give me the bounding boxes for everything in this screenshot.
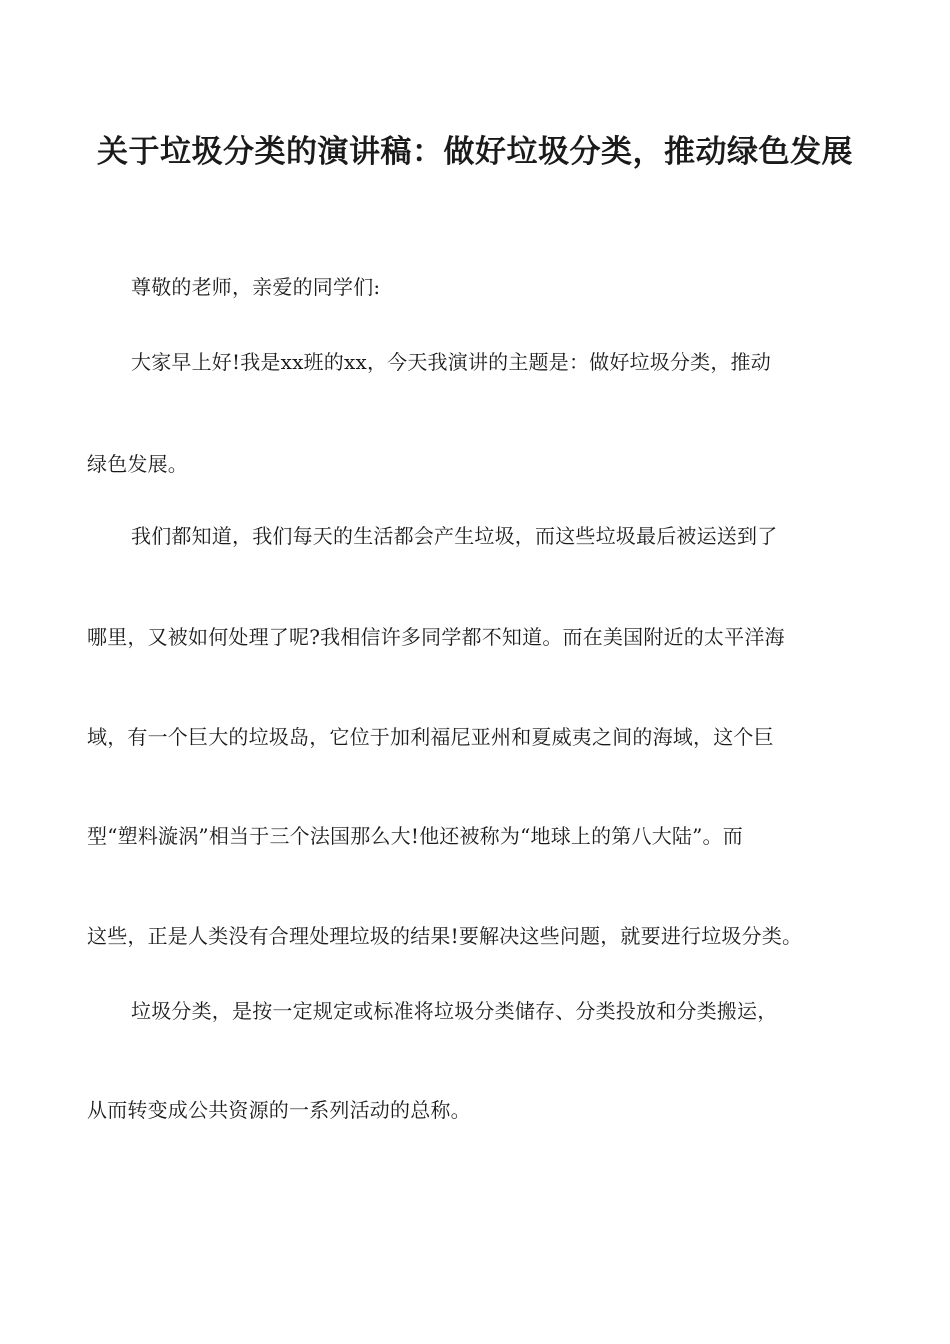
paragraph-line: 绿色发展。 (87, 452, 188, 476)
paragraph-line: 垃圾分类，是按一定规定或标准将垃圾分类储存、分类投放和分类搬运， (131, 999, 778, 1023)
paragraph-line: 大家早上好!我是xx班的xx，今天我演讲的主题是：做好垃圾分类，推动 (131, 350, 771, 374)
paragraph-line: 型“塑料漩涡”相当于三个法国那么大!他还被称为“地球上的第八大陆”。而 (87, 824, 743, 848)
paragraph-line: 哪里，又被如何处理了呢?我相信许多同学都不知道。而在美国附近的太平洋海 (87, 625, 785, 649)
greeting-line: 尊敬的老师，亲爱的同学们: (131, 275, 381, 299)
document-title: 关于垃圾分类的演讲稿：做好垃圾分类，推动绿色发展 (97, 134, 853, 170)
paragraph-line: 从而转变成公共资源的一系列活动的总称。 (87, 1098, 471, 1122)
paragraph-line: 域，有一个巨大的垃圾岛，它位于加利福尼亚州和夏威夷之间的海域，这个巨 (87, 725, 774, 749)
paragraph-line: 我们都知道，我们每天的生活都会产生垃圾，而这些垃圾最后被运送到了 (131, 524, 778, 548)
paragraph-line: 这些，正是人类没有合理处理垃圾的结果!要解决这些问题，就要进行垃圾分类。 (87, 924, 803, 948)
